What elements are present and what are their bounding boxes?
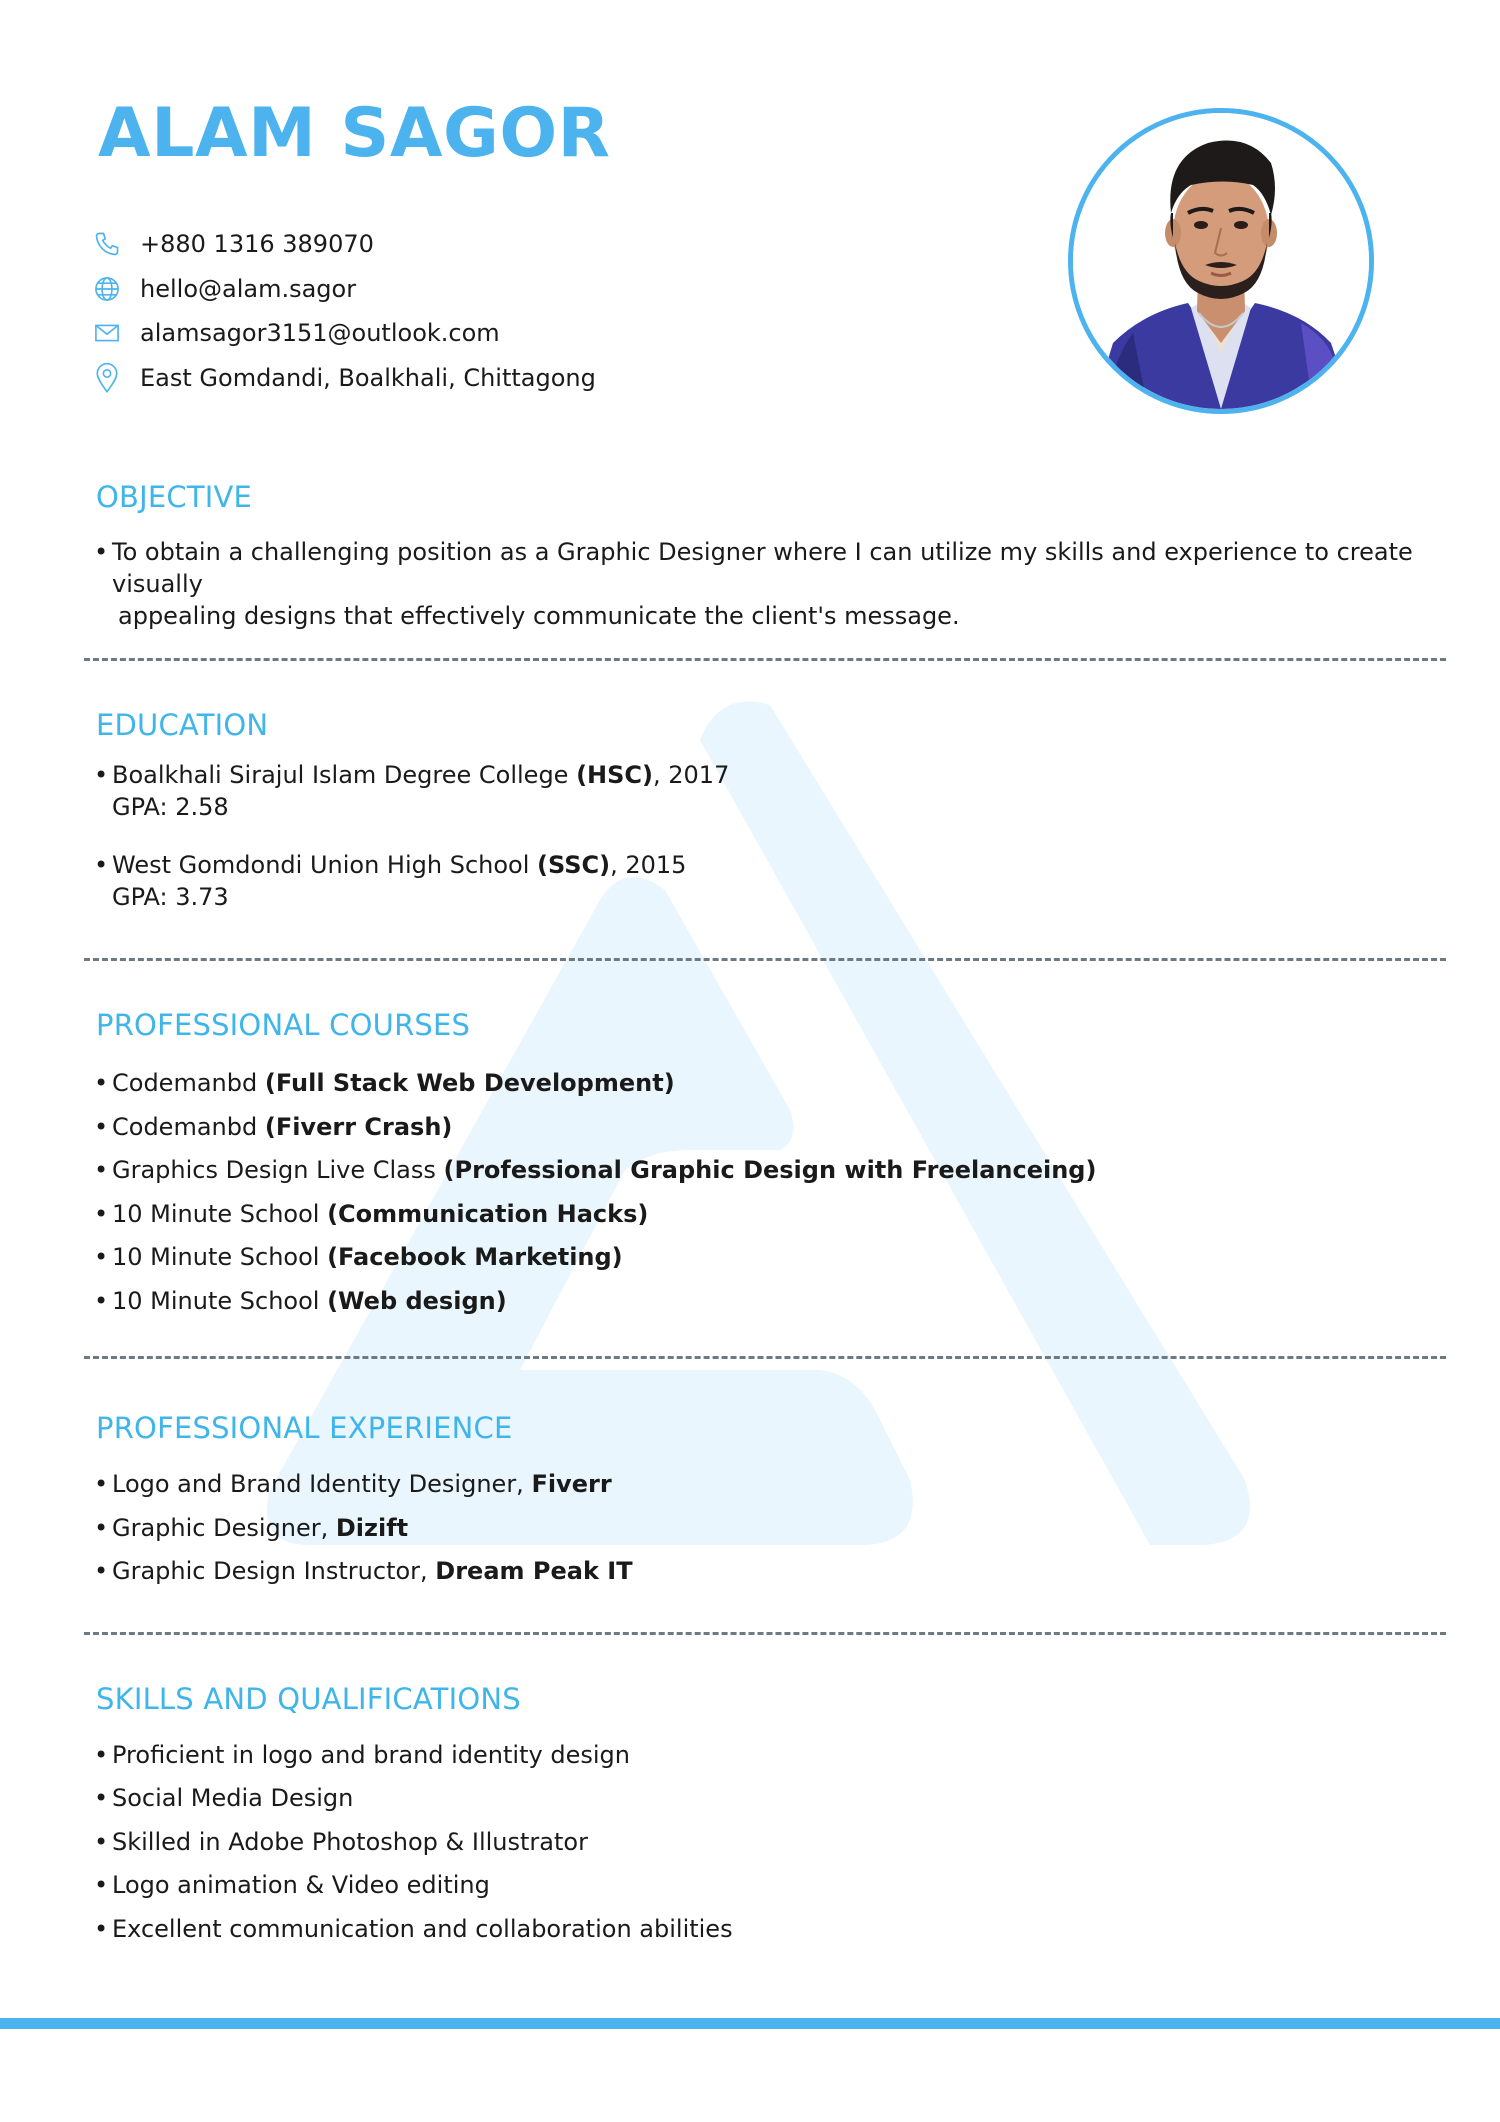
job-role: Logo and Brand Identity Designer, [112,1470,532,1498]
contact-address [92,356,732,401]
objective-text [96,536,1436,632]
list-item: • Social Media Design [96,1777,1436,1820]
section-divider [84,658,1446,661]
company-name: Dream Peak IT [435,1557,633,1586]
contact-email [92,311,732,356]
course-provider: Graphics Design Live Class [112,1156,444,1185]
skills-section [96,1682,1436,1951]
course-provider: 10 Minute School [112,1243,328,1272]
year: , 2015 [610,851,687,879]
course-provider: 10 Minute School [112,1286,328,1315]
list-item [96,1280,1436,1324]
company-name: Fiverr [531,1470,612,1498]
experience-title: PROFESSIONAL EXPERIENCE [96,1411,513,1445]
list-item [96,1550,1436,1594]
phone-number: +880 1316 389070 [140,230,374,259]
objective-title: OBJECTIVE [96,480,253,514]
list-item: • Skilled in Adobe Photoshop & Illustrator [96,1821,1436,1864]
section-divider [84,958,1446,961]
list-item [96,1062,1436,1106]
website-text: hello@alam.sagor [140,274,357,303]
skills-title: SKILLS AND QUALIFICATIONS [96,1682,521,1716]
course-provider: Codemanbd [112,1069,265,1097]
gpa: GPA: 2.58 [112,793,229,821]
globe-icon [92,274,122,304]
contact-phone [92,222,732,267]
phone-icon [92,229,122,259]
location-pin-icon [92,363,122,393]
school-name: West Gomdondi Union High School [112,851,538,879]
list-item [96,1507,1436,1551]
email-text: alamsagor3151@outlook.com [140,319,500,348]
list-item [96,1149,1436,1193]
job-role: Graphic Designer, [112,1513,336,1542]
section-divider [84,1632,1446,1635]
degree: (HSC) [576,761,653,789]
list-item [96,1463,1436,1507]
list-item [96,1193,1436,1237]
mail-icon [92,318,122,348]
profile-photo [1068,108,1374,414]
list-item: • Excellent communication and collaboration abilities [96,1908,1436,1951]
footer-accent-bar [0,2018,1500,2029]
objective-line-1: To obtain a challenging position as a Graphic Designer where I can utilize my skills and experience to create visually [112,538,1413,598]
course-provider: 10 Minute School [112,1199,328,1228]
education-item [96,759,1436,823]
list-item [96,1106,1436,1150]
course-name: (Fiverr Crash) [264,1112,453,1141]
objective-section [96,480,1436,632]
course-name: (Facebook Marketing) [327,1243,623,1272]
course-name: (Full Stack Web Development) [264,1069,675,1097]
school-name: Boalkhali Sirajul Islam Degree College [112,761,577,789]
education-title: EDUCATION [96,708,269,742]
list-item: • Logo animation & Video editing [96,1864,1436,1907]
objective-line-2: appealing designs that effectively communicate the client's message. [118,602,960,630]
education-section [96,708,1436,913]
contact-website [92,267,732,312]
address-text: East Gomdandi, Boalkhali, Chittagong [140,363,596,392]
experience-section [96,1411,1436,1594]
education-item [96,849,1436,913]
course-name: (Professional Graphic Design with Freelanceing) [443,1156,1097,1185]
courses-section [96,1008,1436,1324]
course-name: (Web design) [327,1286,507,1315]
list-item: • Proficient in logo and brand identity design [96,1734,1436,1777]
gpa: GPA: 3.73 [112,883,229,911]
job-role: Graphic Design Instructor, [112,1557,436,1586]
course-name: (Communication Hacks) [327,1199,649,1228]
degree: (SSC) [537,851,611,879]
list-item [96,1236,1436,1280]
candidate-name: ALAM SAGOR [98,94,611,173]
company-name: Dizift [335,1513,409,1542]
section-divider [84,1356,1446,1359]
year: , 2017 [653,761,730,789]
course-provider: Codemanbd [112,1112,265,1141]
contact-list [92,222,732,400]
courses-title: PROFESSIONAL COURSES [96,1008,471,1042]
